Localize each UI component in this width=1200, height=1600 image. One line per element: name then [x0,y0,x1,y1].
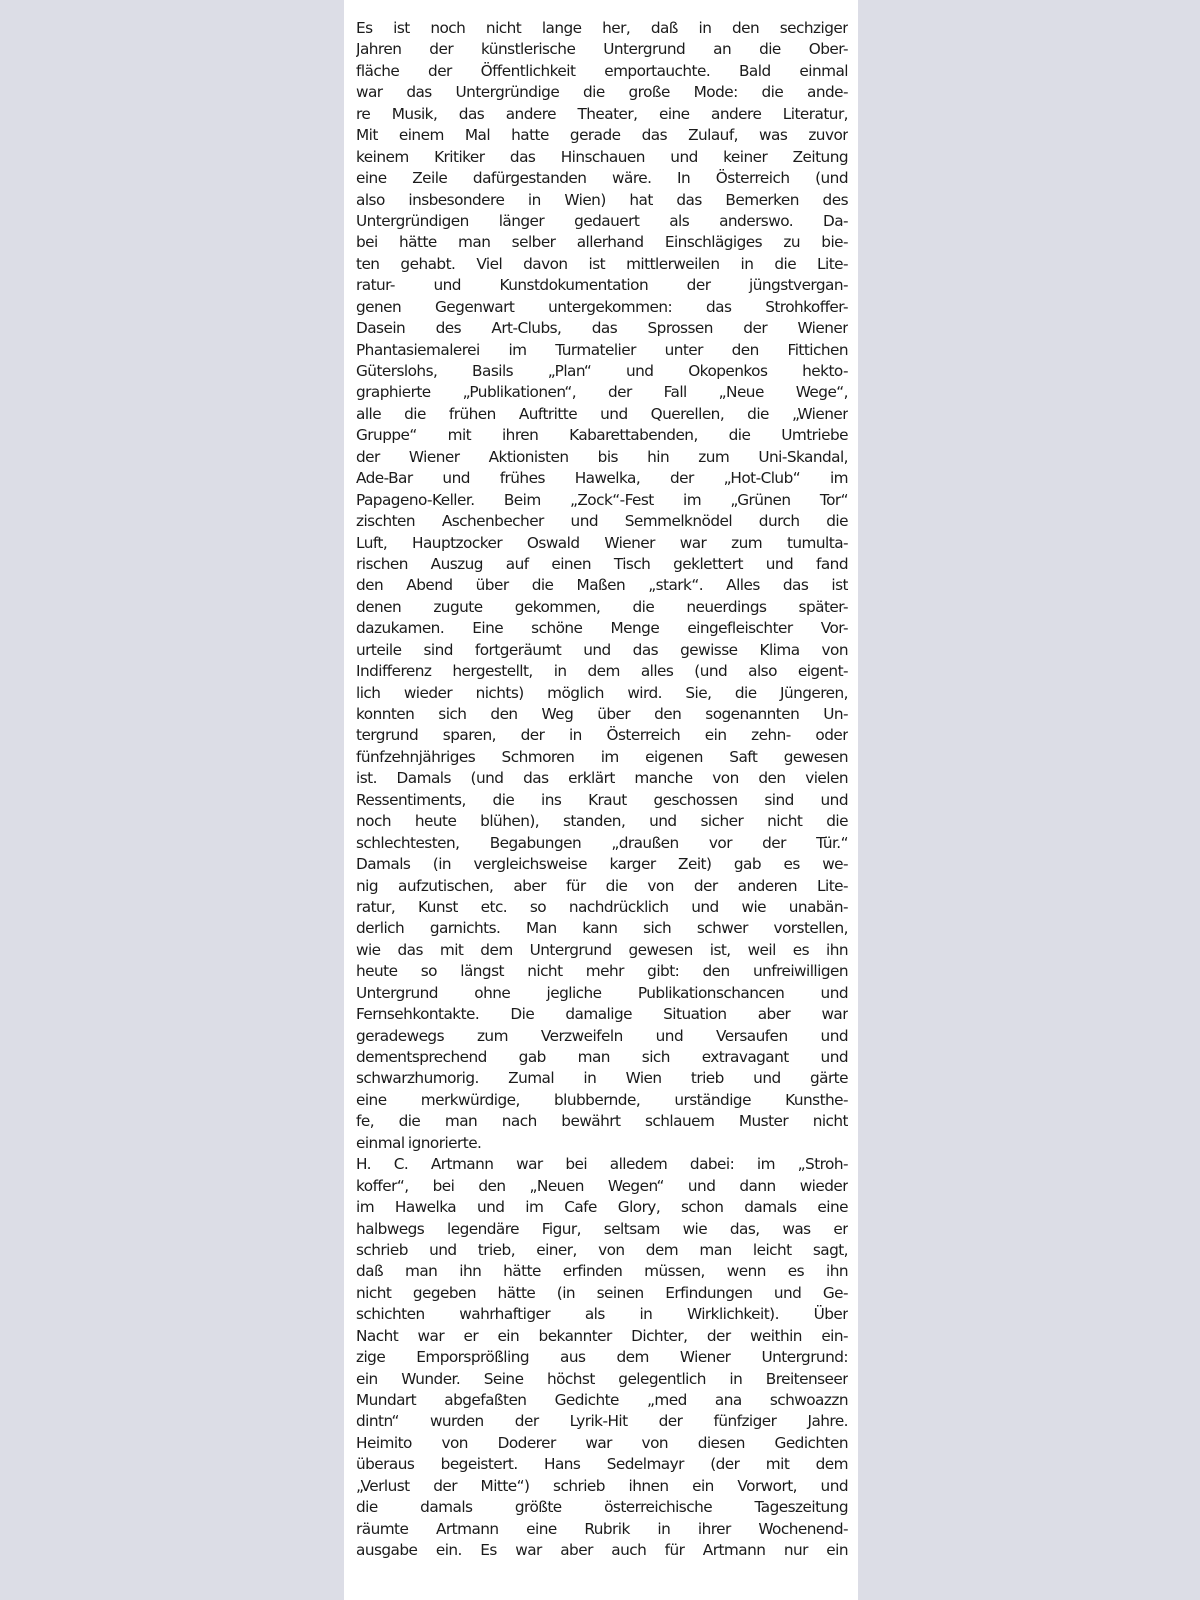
article-line: Ressentiments, die ins Kraut geschossen sind und [356,790,848,809]
article-line: Heimito von Doderer war von diesen Gedichten [356,1433,848,1452]
article-line: fe, die man nach bewährt schlauem Muster nicht [356,1112,848,1131]
article-line: ten gehabt. Viel davon ist mittlerweilen in die Lite- [356,254,848,273]
article-line: rischen Auszug auf einen Tisch geklettert und fand [356,554,848,573]
article-line: Untergründigen länger gedauert als anderswo. Da- [356,211,848,230]
article-line: Gruppe“ mit ihren Kabarettabenden, die Umtriebe [356,426,848,445]
article-line: schlechtesten, Begabungen „draußen vor der Tür.“ [356,833,848,852]
article-line: H. C. Artmann war bei alledem dabei: im „Stroh- [356,1155,848,1174]
article-line: überaus begeistert. Hans Sedelmayr (der mit dem [356,1455,848,1474]
article-line: urteile sind fortgeräumt und das gewisse Klima von [356,640,848,659]
article-line: der Wiener Aktionisten bis hin zum Uni-Skandal, [356,447,848,466]
article-line: wie das mit dem Untergrund gewesen ist, weil es ihn [356,940,848,959]
article-line: noch heute blühen), standen, und sicher nicht die [356,812,848,831]
article-line: schichten wahrhaftiger als in Wirklichkeit). Über [356,1305,848,1324]
article-line: keinem Kritiker das Hinschauen und keiner Zeitung [356,147,848,166]
article-line: zige Emporsprößling aus dem Wiener Untergrund: [356,1348,848,1367]
article-line: dementsprechend gab man sich extravagant und [356,1048,848,1066]
article-line: Es ist noch nicht lange her, daß in den sechziger [356,19,848,37]
article-line: Luft, Hauptzocker Oswald Wiener war zum tumulta- [356,533,848,552]
article-line: nicht gegeben hätte (in seinen Erfindungen und Ge- [356,1283,848,1302]
article-line: tergrund sparen, der in Österreich ein zehn- oder [356,726,848,745]
article-line: Nacht war er ein bekannter Dichter, der weithin ein- [356,1326,848,1345]
article-line: Indifferenz hergestellt, in dem alles (und also eigent- [356,662,848,681]
article-line: nig aufzutischen, aber für die von der anderen Lite- [356,876,848,895]
article-line: re Musik, das andere Theater, eine andere Literatur, [356,104,848,123]
article-line: fläche der Öffentlichkeit emportauchte. Bald einmal [356,61,848,80]
article-line: Fernsehkontakte. Die damalige Situation aber war [356,1005,848,1024]
article-line: denen zugute gekommen, die neuerdings später- [356,597,848,616]
article-line: konnten sich den Weg über den sogenannten Un- [356,705,848,723]
article-line: Phantasiemalerei im Turmatelier unter den Fittichen [356,340,848,359]
article-line: ausgabe ein. Es war aber auch für Artmann nur ein [356,1541,848,1560]
article-line: dazukamen. Eine schöne Menge eingefleischter Vor- [356,619,848,638]
article-line: schrieb und trieb, einer, von dem man leicht sagt, [356,1240,848,1259]
article-line: Güterslohs, Basils „Plan“ und Okopenkos hekto- [356,362,848,380]
article-line: halbwegs legendäre Figur, seltsam wie das, was er [356,1219,848,1238]
article-line: im Hawelka und im Cafe Glory, schon damals eine [356,1198,848,1217]
article-line: ratur, Kunst etc. so nachdrücklich und wie unabän- [356,897,848,916]
article-line: zischten Aschenbecher und Semmelknödel durch die [356,512,848,531]
article-line: ratur- und Kunstdokumentation der jüngstvergan- [356,276,848,295]
article-line: schwarzhumorig. Zumal in Wien trieb und gärte [356,1069,848,1088]
article-line: dintn“ wurden der Lyrik-Hit der fünfziger Jahre. [356,1412,848,1431]
article-line: Mit einem Mal hatte gerade das Zulauf, was zuvor [356,126,848,145]
article-line: Mundart abgefaßten Gedichte „med ana schwoazzn [356,1391,848,1409]
article-line: also insbesondere in Wien) hat das Bemerken des [356,190,848,209]
article-line: ist. Damals (und das erklärt manche von den vielen [356,769,848,788]
article-line: räumte Artmann eine Rubrik in ihrer Wochenend- [356,1519,848,1538]
article-line: Ade-Bar und frühes Hawelka, der „Hot-Club“ im [356,469,848,488]
article-line: den Abend über die Maßen „stark“. Alles das ist [356,576,848,595]
article-line: eine merkwürdige, blubbernde, urständige Kunsthe- [356,1090,848,1109]
article-text [356,18,848,1562]
article-line: fünfzehnjähriges Schmoren im eigenen Saft gewesen [356,747,848,766]
article-line: Papageno-Keller. Beim „Zock“-Fest im „Grünen Tor“ [356,490,848,509]
article-line: koffer“, bei den „Neuen Wegen“ und dann wieder [356,1176,848,1195]
article-line: Jahren der künstlerische Untergrund an die Ober- [356,40,848,59]
article-line: derlich garnichts. Man kann sich schwer vorstellen, [356,919,848,938]
article-line: bei hätte man selber allerhand Einschlägiges zu bie- [356,233,848,252]
article-line: Untergrund ohne jegliche Publikationschancen und [356,983,848,1002]
article-line: heute so längst nicht mehr gibt: den unfreiwilligen [356,962,848,981]
article-line: einmal ignorierte. [356,1133,482,1152]
article-line: geradewegs zum Verzweifeln und Versaufen und [356,1026,848,1045]
article-line: genen Gegenwart untergekommen: das Strohkoffer- [356,297,848,316]
article-line: die damals größte österreichische Tageszeitung [356,1498,848,1517]
article-line: lich wieder nichts) möglich wird. Sie, die Jüngeren, [356,683,848,702]
article-line: Dasein des Art-Clubs, das Sprossen der Wiener [356,319,848,338]
article-line: „Verlust der Mitte“) schrieb ihnen ein Vorwort, und [356,1476,848,1495]
newspaper-column [344,0,858,1600]
article-line: war das Untergründige die große Mode: die ande- [356,83,848,102]
article-line: ein Wunder. Seine höchst gelegentlich in Breitenseer [356,1369,848,1388]
article-line: eine Zeile dafürgestanden wäre. In Österreich (und [356,169,848,188]
article-line: graphierte „Publikationen“, der Fall „Neue Wege“, [356,383,848,402]
article-line: alle die frühen Auftritte und Querellen, die „Wiener [356,404,848,423]
article-line: daß man ihn hätte erfinden müssen, wenn es ihn [356,1262,848,1281]
article-line: Damals (in vergleichsweise karger Zeit) gab es we- [356,855,848,874]
